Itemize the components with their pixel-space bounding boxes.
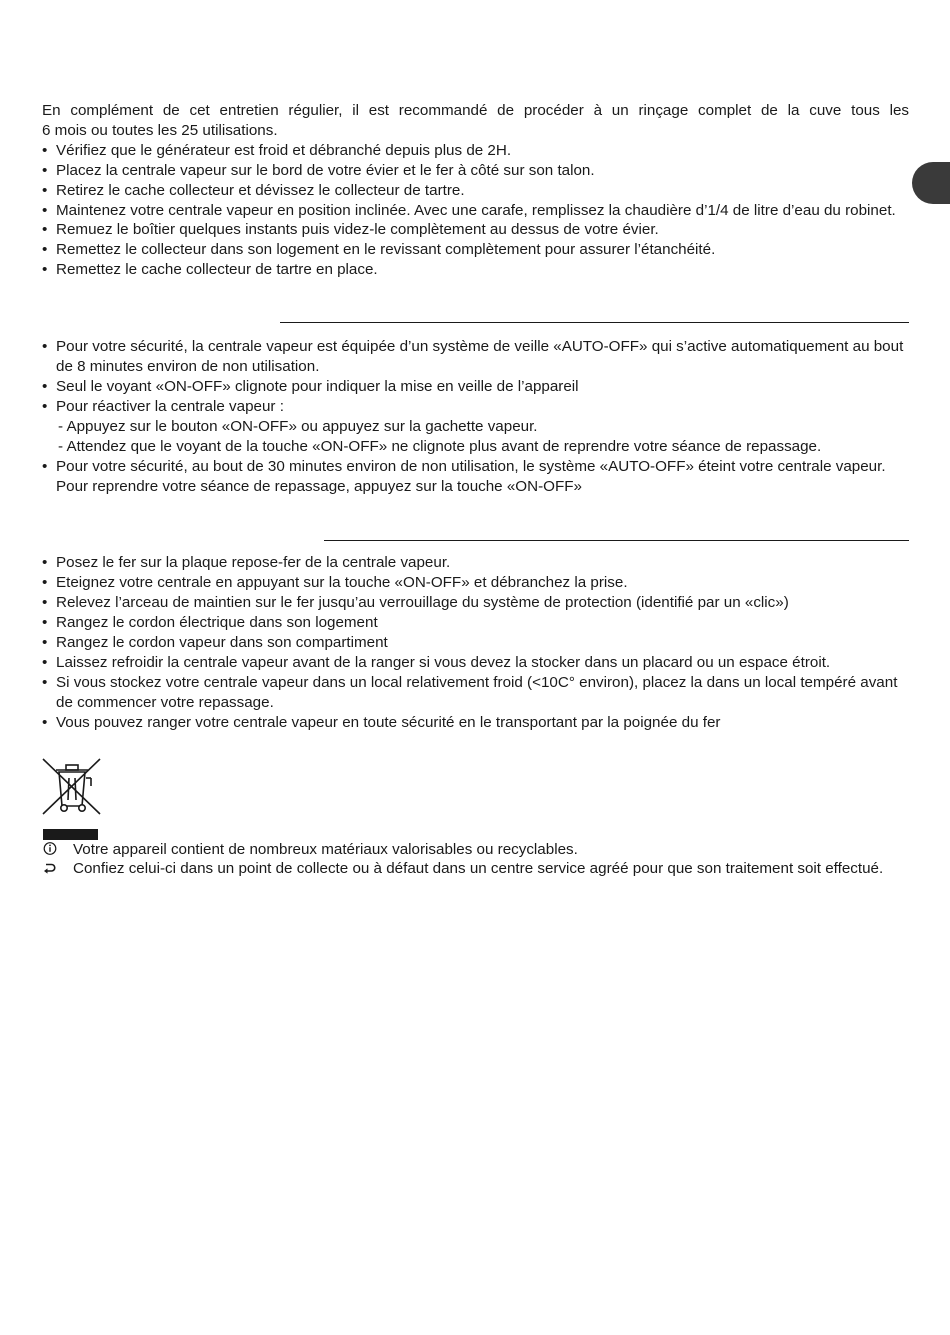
list-item: • Laissez refroidir la centrale vapeur avant de la ranger si vous devez la stocker dans un placard ou un espace étroit. xyxy=(42,653,909,673)
environment-note-text: Votre appareil contient de nombreux matériaux valorisables ou recyclables. xyxy=(73,840,578,858)
list-item: • Pour votre sécurité, la centrale vapeur est équipée d’un système de veille «AUTO-OFF» qui s’active automatiquement au bout de 8 minutes environ de non utilisation. xyxy=(42,337,909,377)
list-item: • Remettez le cache collecteur de tartre en place. xyxy=(42,260,909,280)
list-item-text: Pour réactiver la centrale vapeur : xyxy=(56,397,284,415)
list-item: • Pour votre sécurité, au bout de 30 minutes environ de non utilisation, le système «AUTO-OFF» éteint votre centrale vapeur. Pour reprendre votre séance de repassage, appuyez sur la touche «ON-OFF» xyxy=(42,457,909,497)
intro-line-2: 6 mois ou toutes les 25 utilisations. xyxy=(42,121,278,139)
storage-steps-list xyxy=(42,553,909,732)
list-item: • Placez la centrale vapeur sur le bord de votre évier et le fer à côté sur son talon. xyxy=(42,161,909,181)
environment-note-recycle xyxy=(42,859,909,879)
list-item: • Eteignez votre centrale en appuyant sur la touche «ON-OFF» et débranchez la prise. xyxy=(42,573,909,593)
intro-line-1: En complément de cet entretien régulier, il est recommandé de procéder à un rinçage complet de la cuve tous les xyxy=(42,102,909,119)
sub-step-1: - Appuyez sur le bouton «ON-OFF» ou appuyez sur la gachette vapeur. xyxy=(58,417,538,435)
environment-note-text: Confiez celui-ci dans un point de collecte ou à défaut dans un centre service agréé pour que son traitement soit effectué. xyxy=(73,860,884,878)
list-item: • Retirez le cache collecteur et dévissez le collecteur de tartre. xyxy=(42,181,909,201)
list-item: • Relevez l’arceau de maintien sur le fer jusqu’au verrouillage du système de protection (identifié par un «clic») xyxy=(42,593,909,613)
curved-arrow-icon xyxy=(42,859,58,881)
auto-off-list xyxy=(42,337,909,496)
list-item: • Vérifiez que le générateur est froid et débranché depuis plus de 2H. xyxy=(42,141,909,161)
list-item: • Maintenez votre centrale vapeur en position inclinée. Avec une carafe, remplissez la chaudière d’1/4 de litre d’eau du robinet. xyxy=(42,201,909,221)
page-content xyxy=(42,101,909,879)
list-item: • Si vous stockez votre centrale vapeur dans un local relativement froid (<10C° environ), placez la dans un local tempéré avant de commencer votre repassage. xyxy=(42,673,909,713)
environment-note-info xyxy=(42,840,909,860)
list-item: • Rangez le cordon vapeur dans son compartiment xyxy=(42,633,909,653)
chapter-tab-marker xyxy=(912,162,950,204)
environment-notes xyxy=(42,840,909,880)
crossed-bin-icon xyxy=(42,754,102,844)
sub-step-2: - Attendez que le voyant de la touche «ON-OFF» ne clignote plus avant de reprendre votre séance de repassage. xyxy=(58,437,822,455)
info-circle-icon xyxy=(42,840,58,862)
section-divider-storage xyxy=(324,540,909,541)
list-item: • Remuez le boîtier quelques instants puis videz-le complètement au dessus de votre évier. xyxy=(42,220,909,240)
list-item: • Remettez le collecteur dans son logement en le revissant complètement pour assurer l’étanchéité. xyxy=(42,240,909,260)
list-item xyxy=(42,397,909,457)
weee-recycling-symbol xyxy=(42,754,909,840)
list-item: • Rangez le cordon électrique dans son logement xyxy=(42,613,909,633)
rinse-steps-list xyxy=(42,141,909,280)
list-item: • Posez le fer sur la plaque repose-fer de la centrale vapeur. xyxy=(42,553,909,573)
section-divider-auto-off xyxy=(280,322,909,323)
list-item: • Vous pouvez ranger votre centrale vapeur en toute sécurité en le transportant par la poignée du fer xyxy=(42,713,909,733)
list-item: • Seul le voyant «ON-OFF» clignote pour indiquer la mise en veille de l’appareil xyxy=(42,377,909,397)
